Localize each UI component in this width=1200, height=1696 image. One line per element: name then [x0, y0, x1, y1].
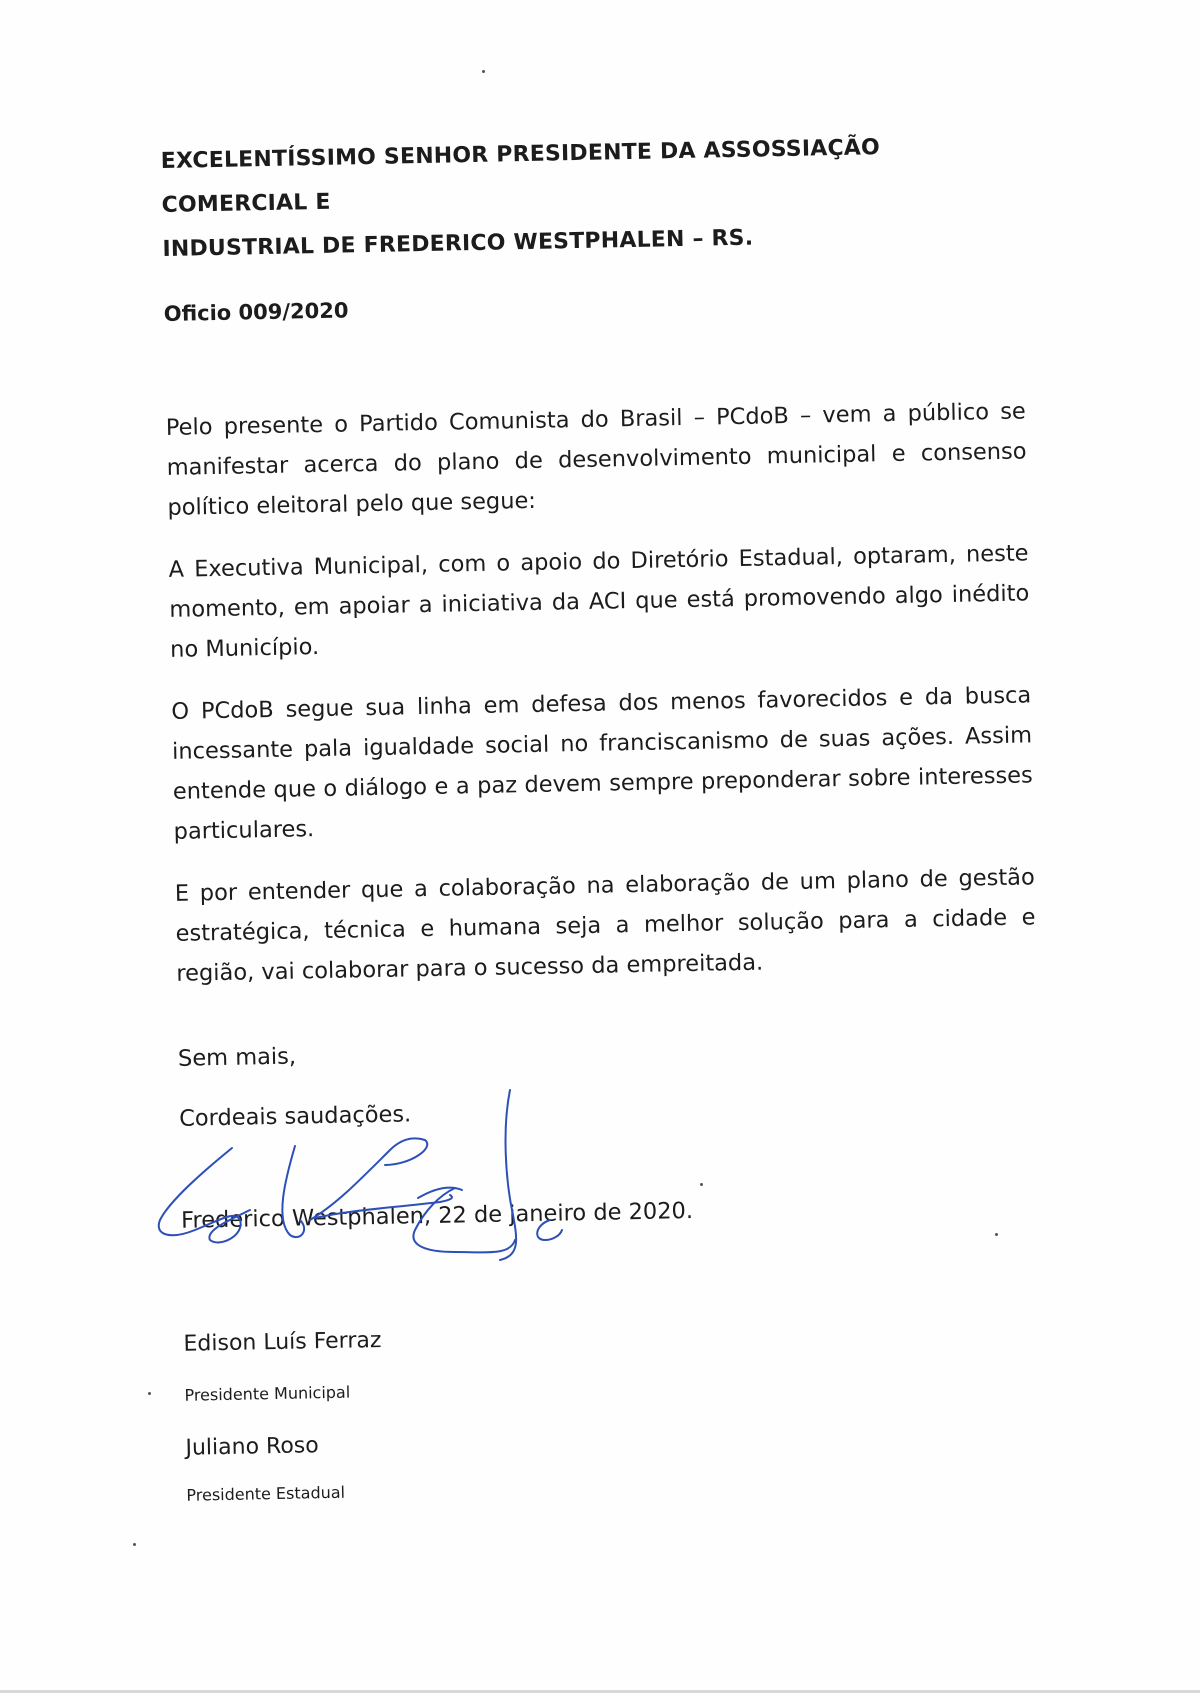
paragraph-2: A Executiva Municipal, com o apoio do Diretório Estadual, optaram, neste momento, em apoiar a iniciativa da ACI que está promovendo algo inédito no Município. [168, 540, 1030, 663]
scan-speck [148, 1392, 151, 1395]
signature-stroke-1 [159, 1148, 250, 1242]
date-line: Frederico Westphalen, 22 de janeiro de 2020. [180, 1197, 694, 1234]
signer-1-name: Edison Luís Ferraz [183, 1327, 382, 1357]
signer-2-name: Juliano Roso [185, 1433, 319, 1461]
signature-stroke-8 [537, 1220, 562, 1240]
signature-stroke-2 [282, 1146, 304, 1237]
signature-stroke-7 [500, 1090, 516, 1260]
paragraph-4: E por entender que a colaboração na elaboração de um plano de gestão estratégica, técnica e humana seja a melhor solução para a cidade e região, vai colaborar para o sucesso da empreitada. [174, 864, 1036, 987]
scan-edge [0, 1690, 1200, 1693]
document-reference: Oficio 009/2020 [163, 298, 349, 326]
signature-stroke-3 [310, 1138, 427, 1220]
closing-line-2: Cordeais saudações. [178, 1101, 412, 1132]
scan-speck [482, 70, 485, 73]
addressee-heading [160, 123, 1022, 271]
paragraph-3: O PCdoB segue sua linha em defesa dos menos favorecidos e da busca incessante pala igualdade social no franciscanismo de suas ações. Assim entende que o diálogo e a paz devem sempre preponderar sobre interesses particulares. [171, 682, 1033, 845]
signature-stroke-5 [413, 1188, 515, 1252]
closing-line-1: Sem mais, [177, 1043, 297, 1072]
scan-speck [995, 1233, 998, 1236]
letter-paragraphs [166, 391, 1038, 1015]
letter-body [160, 103, 1036, 1505]
addressee-line-2: INDUSTRIAL DE FREDERICO WESTPHALEN – RS. [162, 225, 754, 262]
addressee-line-1: EXCELENTÍSSIMO SENHOR PRESIDENTE DA ASSOSSIAÇÃO COMERCIAL E [160, 135, 881, 218]
scan-speck [700, 1183, 703, 1186]
paragraph-1: Pelo presente o Partido Comunista do Brasil – PCdoB – vem a público se manifestar acerca do plano de desenvolvimento municipal e consenso político eleitoral pelo que segue: [165, 398, 1027, 521]
scan-speck [133, 1543, 136, 1546]
signer-1-role: Presidente Municipal [184, 1382, 351, 1405]
handwritten-signature [150, 1070, 610, 1280]
signer-2-role: Presidente Estadual [186, 1482, 346, 1505]
